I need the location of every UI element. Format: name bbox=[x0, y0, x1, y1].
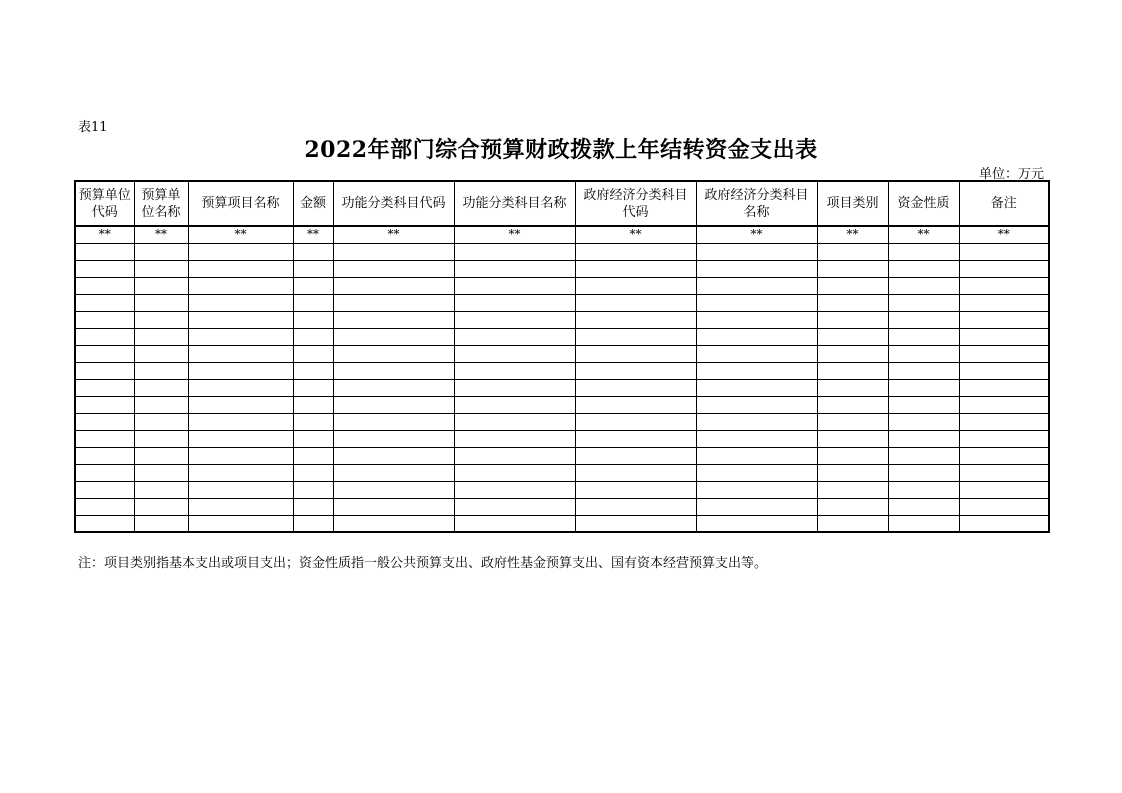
table-cell bbox=[959, 345, 1049, 362]
table-cell bbox=[333, 277, 454, 294]
table-cell bbox=[817, 447, 888, 464]
table-cell bbox=[454, 464, 575, 481]
table-cell bbox=[75, 311, 134, 328]
table-cell bbox=[959, 464, 1049, 481]
table-cell bbox=[817, 379, 888, 396]
table-cell bbox=[293, 362, 333, 379]
table-cell bbox=[888, 515, 959, 532]
table-cell bbox=[696, 464, 817, 481]
table-cell bbox=[888, 328, 959, 345]
col-header-project-name: 预算项目名称 bbox=[188, 181, 293, 226]
table-cell bbox=[333, 243, 454, 260]
table-cell bbox=[959, 413, 1049, 430]
table-cell bbox=[454, 294, 575, 311]
col-header-econ-name: 政府经济分类科目名称 bbox=[696, 181, 817, 226]
table-row bbox=[75, 328, 1049, 345]
table-cell bbox=[188, 396, 293, 413]
table-cell bbox=[817, 362, 888, 379]
table-cell bbox=[75, 430, 134, 447]
table-cell bbox=[888, 430, 959, 447]
table-row bbox=[75, 396, 1049, 413]
table-cell bbox=[454, 243, 575, 260]
table-cell bbox=[454, 498, 575, 515]
table-cell bbox=[75, 447, 134, 464]
table-cell bbox=[75, 243, 134, 260]
table-row bbox=[75, 481, 1049, 498]
table-cell bbox=[293, 294, 333, 311]
table-cell bbox=[817, 413, 888, 430]
table-cell: ** bbox=[454, 226, 575, 243]
table-cell bbox=[454, 481, 575, 498]
table-cell bbox=[959, 447, 1049, 464]
table-cell bbox=[293, 328, 333, 345]
table-cell bbox=[888, 396, 959, 413]
table-cell bbox=[959, 243, 1049, 260]
table-cell: ** bbox=[696, 226, 817, 243]
table-cell bbox=[817, 396, 888, 413]
table-cell bbox=[817, 498, 888, 515]
table-cell bbox=[575, 345, 696, 362]
table-cell bbox=[817, 260, 888, 277]
col-header-project-type: 项目类别 bbox=[817, 181, 888, 226]
col-header-function-code: 功能分类科目代码 bbox=[333, 181, 454, 226]
table-cell bbox=[75, 464, 134, 481]
table-cell bbox=[188, 260, 293, 277]
table-cell bbox=[888, 345, 959, 362]
table-cell bbox=[454, 260, 575, 277]
table-cell bbox=[134, 277, 188, 294]
table-cell bbox=[75, 396, 134, 413]
table-body bbox=[75, 226, 1049, 532]
table-cell bbox=[188, 430, 293, 447]
table-cell bbox=[333, 294, 454, 311]
table-cell bbox=[333, 379, 454, 396]
table-cell bbox=[888, 260, 959, 277]
table-cell bbox=[293, 396, 333, 413]
table-cell bbox=[454, 447, 575, 464]
table-cell bbox=[134, 515, 188, 532]
table-cell bbox=[333, 260, 454, 277]
table-cell bbox=[696, 294, 817, 311]
table-cell bbox=[696, 498, 817, 515]
table-cell bbox=[134, 396, 188, 413]
table-cell bbox=[959, 277, 1049, 294]
table-cell bbox=[959, 294, 1049, 311]
table-cell bbox=[575, 515, 696, 532]
table-cell bbox=[293, 464, 333, 481]
table-cell bbox=[188, 498, 293, 515]
table-cell bbox=[696, 243, 817, 260]
footnote: 注：项目类别指基本支出或项目支出；资金性质指一般公共预算支出、政府性基金预算支出、国有资本经营预算支出等。 bbox=[78, 556, 768, 571]
table-cell bbox=[696, 430, 817, 447]
table-row bbox=[75, 345, 1049, 362]
table-cell bbox=[888, 498, 959, 515]
table-cell bbox=[817, 311, 888, 328]
table-cell bbox=[575, 413, 696, 430]
table-cell bbox=[134, 328, 188, 345]
table-cell bbox=[293, 277, 333, 294]
table-cell bbox=[293, 447, 333, 464]
table-cell bbox=[696, 413, 817, 430]
table-cell bbox=[575, 362, 696, 379]
table-cell bbox=[75, 481, 134, 498]
table-cell bbox=[75, 277, 134, 294]
table-cell bbox=[959, 396, 1049, 413]
table-cell bbox=[333, 498, 454, 515]
table-cell bbox=[134, 464, 188, 481]
table-cell bbox=[575, 379, 696, 396]
table-cell bbox=[959, 260, 1049, 277]
col-header-fund-nature: 资金性质 bbox=[888, 181, 959, 226]
table-cell bbox=[293, 379, 333, 396]
table-cell: ** bbox=[959, 226, 1049, 243]
table-cell bbox=[333, 464, 454, 481]
table-cell bbox=[333, 328, 454, 345]
table-cell bbox=[188, 447, 293, 464]
table-cell bbox=[696, 379, 817, 396]
table-row bbox=[75, 311, 1049, 328]
table-cell bbox=[959, 311, 1049, 328]
table-cell bbox=[959, 481, 1049, 498]
table-row bbox=[75, 464, 1049, 481]
table-cell bbox=[454, 345, 575, 362]
table-cell bbox=[575, 243, 696, 260]
table-cell bbox=[188, 413, 293, 430]
table-cell bbox=[134, 345, 188, 362]
table-cell bbox=[575, 498, 696, 515]
table-row bbox=[75, 430, 1049, 447]
table-cell bbox=[134, 260, 188, 277]
table-cell bbox=[696, 396, 817, 413]
table-cell bbox=[959, 379, 1049, 396]
table-cell bbox=[134, 413, 188, 430]
table-cell bbox=[959, 515, 1049, 532]
table-cell bbox=[575, 294, 696, 311]
table-cell bbox=[696, 311, 817, 328]
table-cell bbox=[696, 277, 817, 294]
table-cell bbox=[188, 294, 293, 311]
table-cell bbox=[134, 294, 188, 311]
table-cell bbox=[75, 294, 134, 311]
table-cell bbox=[188, 379, 293, 396]
table-cell bbox=[333, 345, 454, 362]
table-cell bbox=[134, 481, 188, 498]
table-row bbox=[75, 294, 1049, 311]
table-cell bbox=[293, 498, 333, 515]
table-cell: ** bbox=[75, 226, 134, 243]
table-cell bbox=[188, 328, 293, 345]
table-row bbox=[75, 362, 1049, 379]
table-row bbox=[75, 498, 1049, 515]
table-cell bbox=[696, 515, 817, 532]
table-cell bbox=[454, 379, 575, 396]
col-header-unit-name: 预算单位名称 bbox=[134, 181, 188, 226]
col-header-econ-code: 政府经济分类科目代码 bbox=[575, 181, 696, 226]
table-row bbox=[75, 413, 1049, 430]
unit-label: 单位：万元 bbox=[978, 167, 1044, 182]
table-cell bbox=[188, 362, 293, 379]
table-cell bbox=[188, 464, 293, 481]
table-row bbox=[75, 379, 1049, 396]
table-cell bbox=[333, 311, 454, 328]
table-cell bbox=[333, 413, 454, 430]
page-title: 2022年部门综合预算财政拨款上年结转资金支出表 bbox=[304, 137, 818, 163]
table-cell bbox=[959, 430, 1049, 447]
table-cell bbox=[959, 362, 1049, 379]
table-cell bbox=[75, 498, 134, 515]
table-cell: ** bbox=[333, 226, 454, 243]
table-cell bbox=[333, 447, 454, 464]
table-cell bbox=[575, 277, 696, 294]
col-header-amount: 金额 bbox=[293, 181, 333, 226]
table-cell bbox=[134, 379, 188, 396]
table-cell bbox=[293, 515, 333, 532]
table-cell bbox=[134, 362, 188, 379]
table-cell bbox=[888, 379, 959, 396]
table-cell bbox=[134, 430, 188, 447]
table-cell bbox=[817, 294, 888, 311]
table-cell bbox=[454, 328, 575, 345]
table-row bbox=[75, 226, 1049, 243]
table-cell bbox=[575, 447, 696, 464]
table-cell: ** bbox=[134, 226, 188, 243]
table-cell bbox=[575, 464, 696, 481]
table-cell bbox=[134, 243, 188, 260]
table-cell bbox=[454, 277, 575, 294]
table-cell bbox=[959, 328, 1049, 345]
table-cell bbox=[817, 345, 888, 362]
table-cell bbox=[817, 328, 888, 345]
table-cell bbox=[293, 345, 333, 362]
table-cell bbox=[696, 260, 817, 277]
table-cell bbox=[575, 260, 696, 277]
table-cell bbox=[188, 277, 293, 294]
table-cell bbox=[696, 447, 817, 464]
table-cell bbox=[134, 311, 188, 328]
table-cell: ** bbox=[188, 226, 293, 243]
col-header-function-name: 功能分类科目名称 bbox=[454, 181, 575, 226]
table-cell bbox=[293, 430, 333, 447]
table-row bbox=[75, 447, 1049, 464]
table-cell bbox=[696, 362, 817, 379]
table-cell bbox=[696, 481, 817, 498]
table-cell bbox=[817, 243, 888, 260]
table-cell: ** bbox=[575, 226, 696, 243]
table-cell: ** bbox=[888, 226, 959, 243]
table-cell bbox=[188, 345, 293, 362]
table-cell bbox=[454, 430, 575, 447]
table-cell bbox=[333, 515, 454, 532]
table-cell bbox=[333, 362, 454, 379]
table-cell bbox=[188, 243, 293, 260]
table-cell: ** bbox=[817, 226, 888, 243]
col-header-unit-code: 预算单位代码 bbox=[75, 181, 134, 226]
table-cell bbox=[75, 260, 134, 277]
table-cell bbox=[75, 413, 134, 430]
table-cell bbox=[454, 396, 575, 413]
table-cell bbox=[817, 481, 888, 498]
table-cell bbox=[888, 277, 959, 294]
table-row bbox=[75, 260, 1049, 277]
table-cell bbox=[293, 413, 333, 430]
table-cell bbox=[293, 311, 333, 328]
table-cell bbox=[75, 328, 134, 345]
table-cell bbox=[575, 481, 696, 498]
table-row bbox=[75, 277, 1049, 294]
table-cell bbox=[134, 498, 188, 515]
table-cell bbox=[817, 277, 888, 294]
table-cell bbox=[696, 328, 817, 345]
table-cell bbox=[696, 345, 817, 362]
table-cell bbox=[575, 328, 696, 345]
table-cell bbox=[888, 362, 959, 379]
table-cell bbox=[888, 413, 959, 430]
table-row bbox=[75, 243, 1049, 260]
table-cell bbox=[333, 430, 454, 447]
table-cell bbox=[75, 379, 134, 396]
header-row bbox=[75, 181, 1049, 226]
col-header-remarks: 备注 bbox=[959, 181, 1049, 226]
table-cell bbox=[817, 464, 888, 481]
table-cell bbox=[888, 464, 959, 481]
table-cell bbox=[75, 362, 134, 379]
table-cell bbox=[888, 481, 959, 498]
table-cell bbox=[75, 515, 134, 532]
table-cell bbox=[888, 294, 959, 311]
table-cell bbox=[454, 515, 575, 532]
table-cell bbox=[817, 430, 888, 447]
table-cell bbox=[959, 498, 1049, 515]
table-cell bbox=[293, 481, 333, 498]
table-cell bbox=[188, 311, 293, 328]
table-cell bbox=[817, 515, 888, 532]
table-cell bbox=[575, 396, 696, 413]
table-cell bbox=[188, 515, 293, 532]
table-row bbox=[75, 515, 1049, 532]
table-cell bbox=[333, 481, 454, 498]
budget-table bbox=[74, 180, 1050, 533]
table-cell bbox=[888, 311, 959, 328]
table-cell bbox=[575, 311, 696, 328]
table-cell: ** bbox=[293, 226, 333, 243]
table-cell bbox=[188, 481, 293, 498]
table-number: 表11 bbox=[78, 120, 108, 135]
table-cell bbox=[293, 260, 333, 277]
table-cell bbox=[75, 345, 134, 362]
table-cell bbox=[134, 447, 188, 464]
table-cell bbox=[293, 243, 333, 260]
table-cell bbox=[333, 396, 454, 413]
table-cell bbox=[888, 447, 959, 464]
table-cell bbox=[454, 413, 575, 430]
table-cell bbox=[575, 430, 696, 447]
table-cell bbox=[454, 311, 575, 328]
table-cell bbox=[888, 243, 959, 260]
table-cell bbox=[454, 362, 575, 379]
